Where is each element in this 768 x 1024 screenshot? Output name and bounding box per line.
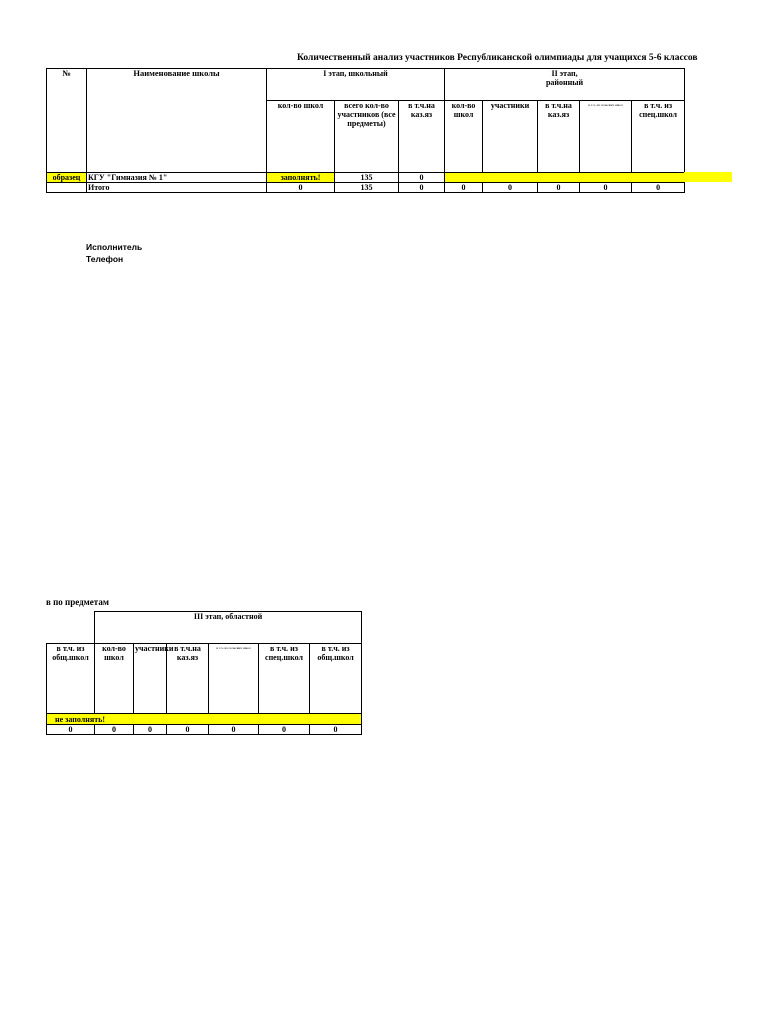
sub-total: всего кол-во участников (все предметы): [335, 101, 399, 173]
total-cell: 0: [399, 183, 445, 193]
blank-header: [47, 612, 95, 644]
total-cell: 0: [483, 183, 538, 193]
stage2-header: [445, 69, 685, 101]
stage2-line1: II этап,: [551, 69, 578, 78]
sub-kaz: в т.ч.на каз.яз: [399, 101, 445, 173]
do-not-fill-note: не заполнять!: [47, 714, 362, 725]
sample-kaz[interactable]: 0: [399, 173, 445, 183]
total-label: Итого: [87, 183, 267, 193]
executor-label: Исполнитель: [86, 242, 143, 252]
sub-kaz: в т.ч.на каз.яз: [167, 644, 209, 714]
total-cell: 135: [335, 183, 399, 193]
total-cell: 0: [47, 725, 95, 735]
executor-block: [86, 241, 142, 265]
stage3-table: [46, 611, 362, 735]
sub-participants: участники: [134, 644, 167, 714]
col-no-header: №: [47, 69, 87, 173]
phone-label: Телефон: [86, 254, 124, 264]
sub-schools2: кол-во школ: [445, 101, 483, 173]
sub-obsh: в т.ч. из общ.школ: [47, 644, 95, 714]
sub-schools: кол-во школ: [95, 644, 134, 714]
analysis-table: [46, 68, 685, 193]
total-cell: 0: [580, 183, 632, 193]
sub-rural: в т.ч. из сельских школ: [580, 101, 632, 173]
stage2-line2: районный: [545, 78, 584, 87]
sample-fill[interactable]: заполнять!: [267, 173, 335, 183]
highlight-extension: [684, 172, 732, 182]
sub-spec: в т.ч. из спец.школ: [259, 644, 310, 714]
sample-tag: образец: [47, 173, 87, 183]
sample-school[interactable]: КГУ "Гимназия № 1": [87, 173, 267, 183]
stage1-header: I этап, школьный: [267, 69, 445, 101]
sub-rural: в т.ч. из сельских школ: [209, 644, 259, 714]
sub-schools: кол-во школ: [267, 101, 335, 173]
total-cell: 0: [167, 725, 209, 735]
section2-label: в по предметам: [46, 597, 109, 607]
sub-obsh2: в т.ч. из общ.школ: [310, 644, 362, 714]
sample-total[interactable]: 135: [335, 173, 399, 183]
sub-participants: участники: [483, 101, 538, 173]
total-cell: 0: [632, 183, 685, 193]
total-row-no: [47, 183, 87, 193]
sub-kaz2: в т.ч.на каз.яз: [538, 101, 580, 173]
total-cell: 0: [445, 183, 483, 193]
total-cell: 0: [259, 725, 310, 735]
total-cell: 0: [538, 183, 580, 193]
total-cell: 0: [310, 725, 362, 735]
total-cell: 0: [209, 725, 259, 735]
col-school-header: Наименование школы: [87, 69, 267, 173]
total-cell: 0: [95, 725, 134, 735]
stage3-header: III этап, областной: [95, 612, 362, 644]
page-title: Количественный анализ участников Республиканской олимпиады для учащихся 5-6 классов: [297, 53, 698, 63]
sub-spec: в т.ч. из спец.школ: [632, 101, 685, 173]
sample-stage2-fill: [445, 173, 685, 183]
total-cell: 0: [267, 183, 335, 193]
total-cell: 0: [134, 725, 167, 735]
